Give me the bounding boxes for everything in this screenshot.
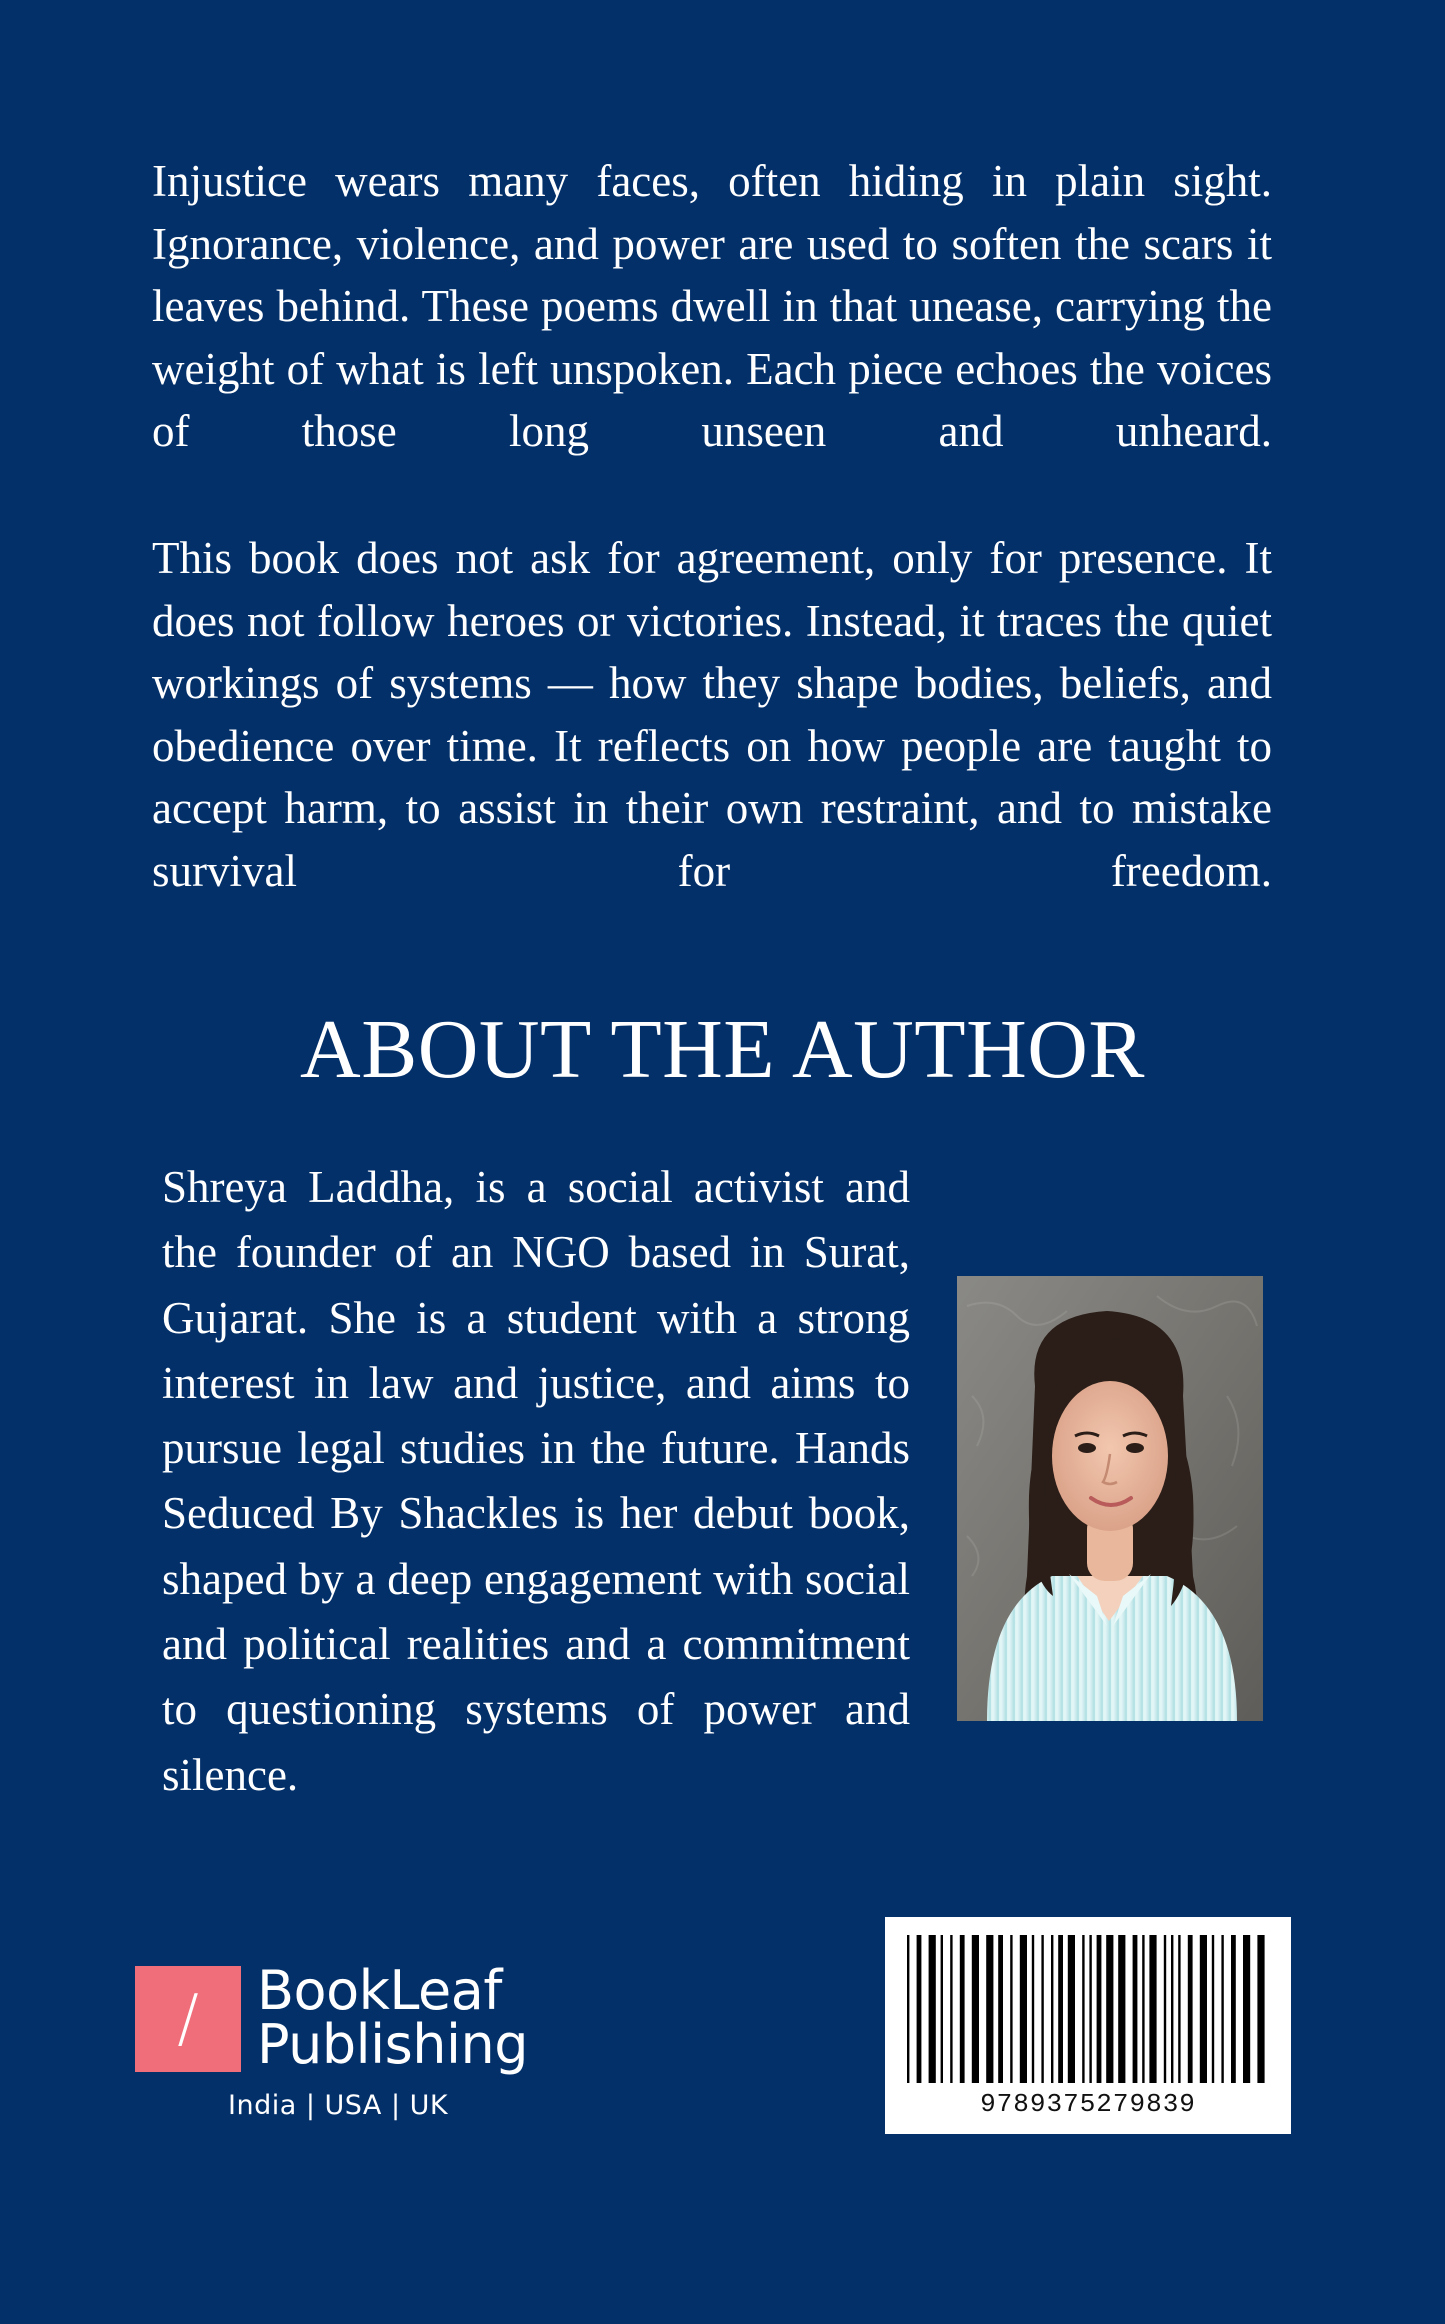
blurb-paragraph-2: This book does not ask for agreement, only for presence. It does not follow heroes or victories. Instead, it traces the quiet workings of systems — how they shape bodies, beliefs, and obedience over time. It reflects on how people are taught to accept harm, to assist in their own restraint, and to mistake survival for freedom. xyxy=(152,533,1272,896)
barcode-bar xyxy=(960,1935,965,2083)
barcode-bar xyxy=(1221,1935,1223,2083)
barcode-bar xyxy=(929,1935,936,2083)
barcode-bar xyxy=(1089,1935,1091,2083)
barcode-bar xyxy=(950,1935,952,2083)
about-the-author-heading: ABOUT THE AUTHOR xyxy=(300,1003,1145,1096)
author-portrait-image xyxy=(957,1276,1263,1721)
barcode-bar xyxy=(1041,1935,1043,2083)
publisher-regions: India | USA | UK xyxy=(228,2090,449,2121)
publisher-logo-mark: / xyxy=(135,1966,241,2072)
barcode-bar xyxy=(972,1935,979,2083)
barcode-bar xyxy=(1257,1935,1264,2083)
blurb-paragraph-1: Injustice wears many faces, often hiding in plain sight. Ignorance, violence, and power are used to soften the scars it leaves behind. These poems dwell in that unease, carrying the weight of what is left unspoken. Each piece echoes the voices of those long unseen and unheard. xyxy=(152,156,1272,456)
barcode-bar xyxy=(998,1935,1003,2083)
author-photo xyxy=(957,1276,1263,1721)
barcode-bar xyxy=(1032,1935,1034,2083)
barcode-bar xyxy=(1178,1935,1180,2083)
barcode-bar xyxy=(1200,1935,1207,2083)
barcode-bar xyxy=(1020,1935,1027,2083)
barcode-bar xyxy=(1058,1935,1063,2083)
barcode-bar xyxy=(1051,1935,1053,2083)
barcode-bar xyxy=(1082,1935,1084,2083)
barcode-bar xyxy=(1171,1935,1173,2083)
barcode-bar xyxy=(1231,1935,1236,2083)
barcode-bar xyxy=(1212,1935,1214,2083)
publisher-name-line-2: Publishing xyxy=(257,2013,528,2076)
barcode-bar xyxy=(986,1935,993,2083)
publisher-logo xyxy=(135,1959,555,2123)
barcode-bar xyxy=(1188,1935,1193,2083)
barcode-bar xyxy=(1068,1935,1075,2083)
author-bio: Shreya Laddha, is a social activist and the founder of an NGO based in Surat, Gujarat. She is a student with a strong interest in law and justice, and aims to pursue legal studies in the future. Hands Seduced By Shackles is her debut book, shaped by a deep engagement with social and political realities and a commitment to questioning systems of power and silence. xyxy=(162,1162,910,1800)
barcode-bar xyxy=(917,1935,922,2083)
barcode xyxy=(885,1917,1291,2134)
barcode-bar xyxy=(1106,1935,1113,2083)
barcode-bar xyxy=(1164,1935,1166,2083)
barcode-bar xyxy=(1118,1935,1125,2083)
barcode-bar xyxy=(1097,1935,1102,2083)
barcode-bar xyxy=(1243,1935,1250,2083)
barcode-bar xyxy=(941,1935,943,2083)
barcode-isbn-number: 9789375279839 xyxy=(980,2089,1196,2119)
barcode-bar xyxy=(1142,1935,1144,2083)
barcode-bar xyxy=(907,1935,909,2083)
publisher-name-line-1: BookLeaf xyxy=(257,1959,502,2022)
barcode-bar xyxy=(1010,1935,1012,2083)
barcode-bar xyxy=(1133,1935,1138,2083)
barcode-bar xyxy=(1149,1935,1156,2083)
